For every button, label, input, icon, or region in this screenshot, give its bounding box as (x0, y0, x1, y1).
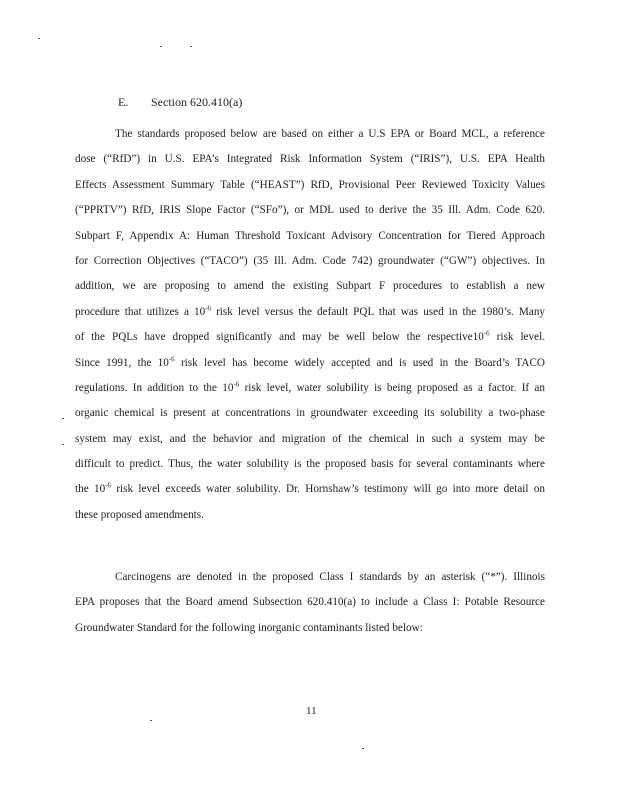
exponent: -6 (205, 304, 212, 312)
text-line: (“PPRTV”) RfD, IRIS Slope Factor (“SFo”), or MDL used to derive the 35 Ill. Adm. Code 620. (75, 204, 545, 217)
text-line: Carcinogens are denoted in the proposed Class I standards by an asterisk (“*”). Illinois (115, 571, 545, 583)
exponent: -6 (168, 354, 175, 363)
scan-speck (62, 444, 64, 445)
section-heading (118, 95, 242, 110)
text-line: regulations. In addition to the $10^{-6}$ risk level, water solubility is being proposed as a factor. If an (75, 380, 545, 394)
text-line: organic chemical is present at concentrations in groundwater exceeding its solubility a two-phase (75, 407, 545, 420)
exponent: -6 (233, 380, 240, 389)
text-line: Subpart F, Appendix A: Human Threshold Toxicant Advisory Concentration for Tiered Approach (75, 229, 545, 242)
text-line: Groundwater Standard for the following inorganic contaminants listed below: (75, 621, 423, 634)
paragraph-carcinogens (75, 565, 545, 641)
text-line: Since 1991, the $10^{-6}$ risk level has become widely accepted and is used in the Board’s TACO (75, 354, 545, 369)
text-line: system may exist, and the behavior and migration of the chemical in such a system may be (75, 432, 545, 445)
section-title: Section 620.410(a) (151, 95, 243, 109)
scan-speck (150, 720, 152, 721)
text-line: procedure that utilizes a $10^{-6}$ risk level versus the default PQL that was used in the 1980’s. Many (75, 304, 545, 318)
text-line: Effects Assessment Summary Table (“HEAST”) RfD, Provisional Peer Reviewed Toxicity Values (75, 178, 545, 191)
scan-speck (190, 46, 192, 47)
exponent: -6 (105, 481, 112, 490)
section-letter: E. (118, 95, 129, 109)
scan-speck (160, 46, 162, 47)
text-line: of the PQLs have dropped significantly and may be well below the $respective10^{-6}$ risk level. (75, 329, 545, 344)
page-number: 11 (306, 705, 317, 717)
text-line: the $10^{-6}$ risk level exceeds water solubility. Dr. Hornshaw’s testimony will go into more detail on (75, 481, 545, 496)
paragraph-standards (75, 122, 545, 528)
text-line: these proposed amendments. (75, 508, 204, 521)
scan-speck (38, 38, 40, 39)
text-line: dose (“RfD”) in U.S. EPA’s Integrated Risk Information System (“IRIS”), U.S. EPA Health (75, 153, 545, 166)
exponent: -6 (483, 329, 490, 338)
text-line: EPA proposes that the Board amend Subsection 620.410(a) to include a Class I: Potable Resource (75, 596, 545, 609)
scan-speck (362, 748, 364, 749)
text-line: addition, we are proposing to amend the existing Subpart F procedures to establish a new (75, 280, 545, 293)
text-line: difficult to predict. Thus, the water solubility is the proposed basis for several contaminants where (75, 458, 545, 471)
scan-speck (62, 418, 64, 419)
text-line: for Correction Objectives (“TACO”) (35 Ill. Adm. Code 742) groundwater (“GW”) objectives. In (75, 254, 545, 267)
text-line: The standards proposed below are based on either a U.S EPA or Board MCL, a reference (115, 128, 545, 140)
